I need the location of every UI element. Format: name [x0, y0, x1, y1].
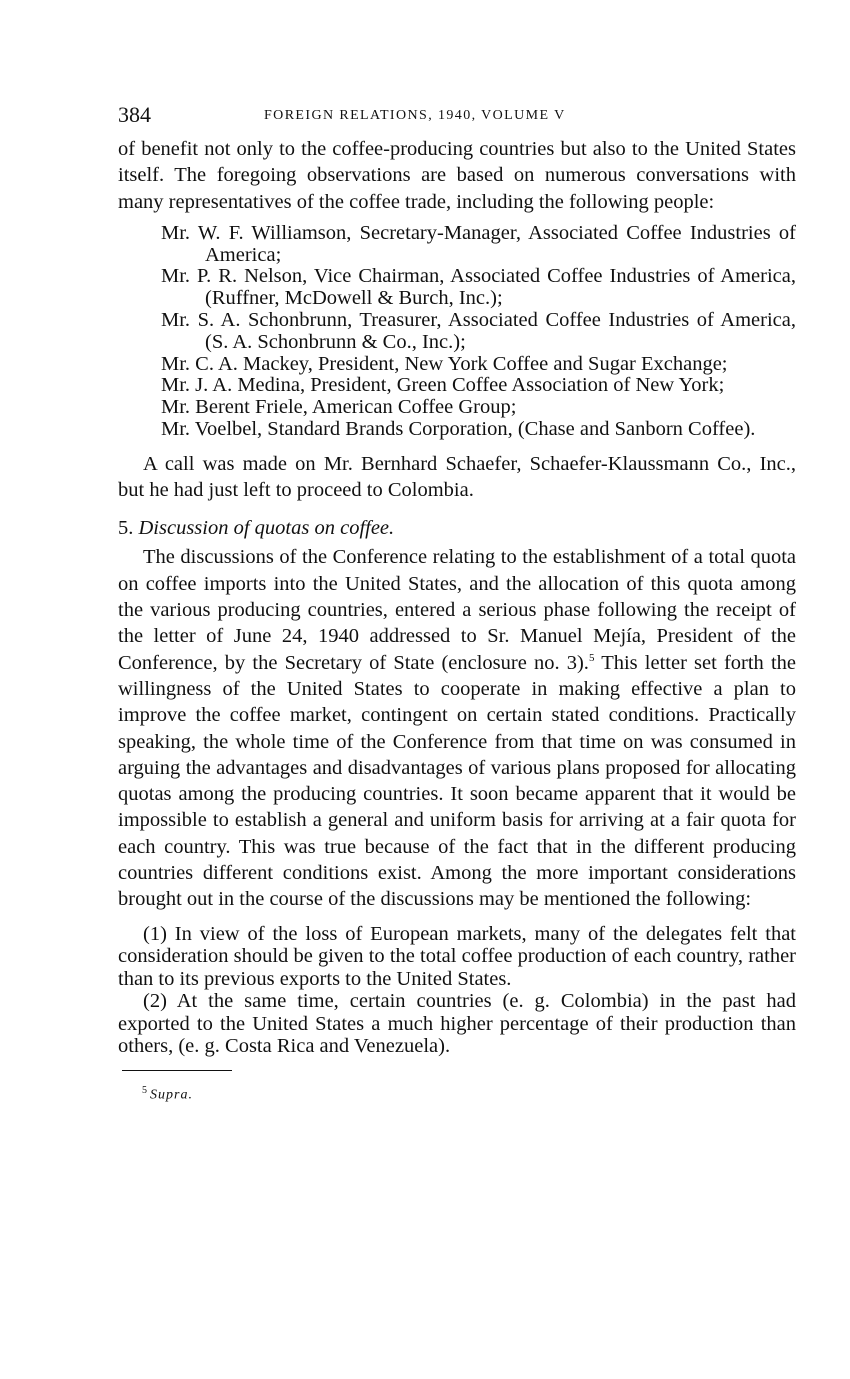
section-number: 5.	[118, 517, 134, 540]
discussion-text-part1: The discussions of the Conference relating to the establishment of a total quota on coffee imports into the United States, and the allocation of this quota among the various producing countries, entered a serious phase following the receipt of the letter of June 24, 1940 addressed to Sr. Manuel Mejía, President of the Conference, by the Secretary of State (enclosure no. 3).	[118, 546, 796, 674]
footnote-reference: 5	[588, 651, 595, 664]
footnote	[142, 1085, 796, 1104]
page-header	[118, 100, 796, 136]
list-item: Mr. Voelbel, Standard Brands Corporation, (Chase and Sanborn Coffee).	[161, 418, 756, 441]
section-title: Discussion of quotas on coffee.	[138, 517, 395, 540]
footnote-text: Supra.	[150, 1087, 193, 1103]
footnote-divider	[122, 1070, 232, 1071]
intro-paragraph: of benefit not only to the coffee-producing countries but also to the United States itself. The foregoing observations are based on numerous conversations with many representatives of the coffee trade, including the following people:	[118, 138, 796, 213]
document-page	[118, 100, 796, 1103]
consideration-2: (2) At the same time, certain countries (e. g. Colombia) in the past had exported to the United States a much higher percentage of their production than others, (e. g. Costa Rica and Venezuela).	[118, 990, 796, 1058]
list-item: Mr. J. A. Medina, President, Green Coffee Association of New York;	[161, 374, 725, 397]
section-heading	[118, 515, 796, 541]
list-item: Mr. C. A. Mackey, President, New York Coffee and Sugar Exchange;	[161, 352, 728, 375]
list-item: Mr. W. F. Williamson, Secretary-Manager, Associated Coffee Industries of America;	[161, 221, 796, 266]
list-item: Mr. Berent Friele, American Coffee Group;	[161, 396, 517, 419]
people-list	[118, 223, 796, 441]
running-head: FOREIGN RELATIONS, 1940, VOLUME V	[264, 108, 566, 123]
footnote-mark: 5	[142, 1084, 147, 1096]
list-item: Mr. S. A. Schonbrunn, Treasurer, Associated Coffee Industries of America, (S. A. Schonbrunn & Co., Inc.);	[161, 309, 796, 353]
discussion-paragraph	[118, 544, 796, 912]
page-number: 384	[118, 102, 151, 127]
list-item: Mr. P. R. Nelson, Vice Chairman, Associated Coffee Industries of America, (Ruffner, McDowell & Burch, Inc.);	[161, 265, 796, 310]
discussion-text-part2: This letter set forth the willingness of the United States to cooperate in making effective a plan to improve the coffee market, contingent on certain stated conditions. Practically speaking, the whole time of the Conference from that time on was consumed in arguing the advantages and disadvantages of various plans proposed for allocating quotas among the producing countries. It soon became apparent that it would be impossible to establish a general and uniform basis for arriving at a fair quota for each country. This was true because of the fact that in the different producing countries different conditions exist. Among the more important considerations brought out in the course of the discussions may be mentioned the following:	[118, 651, 796, 911]
consideration-1: (1) In view of the loss of European markets, many of the delegates felt that consideration should be given to the total coffee production of each country, rather than to its previous exports to the United States.	[118, 922, 796, 990]
call-paragraph: A call was made on Mr. Bernhard Schaefer, Schaefer-Klaussmann Co., Inc., but he had just left to proceed to Colombia.	[118, 452, 796, 502]
